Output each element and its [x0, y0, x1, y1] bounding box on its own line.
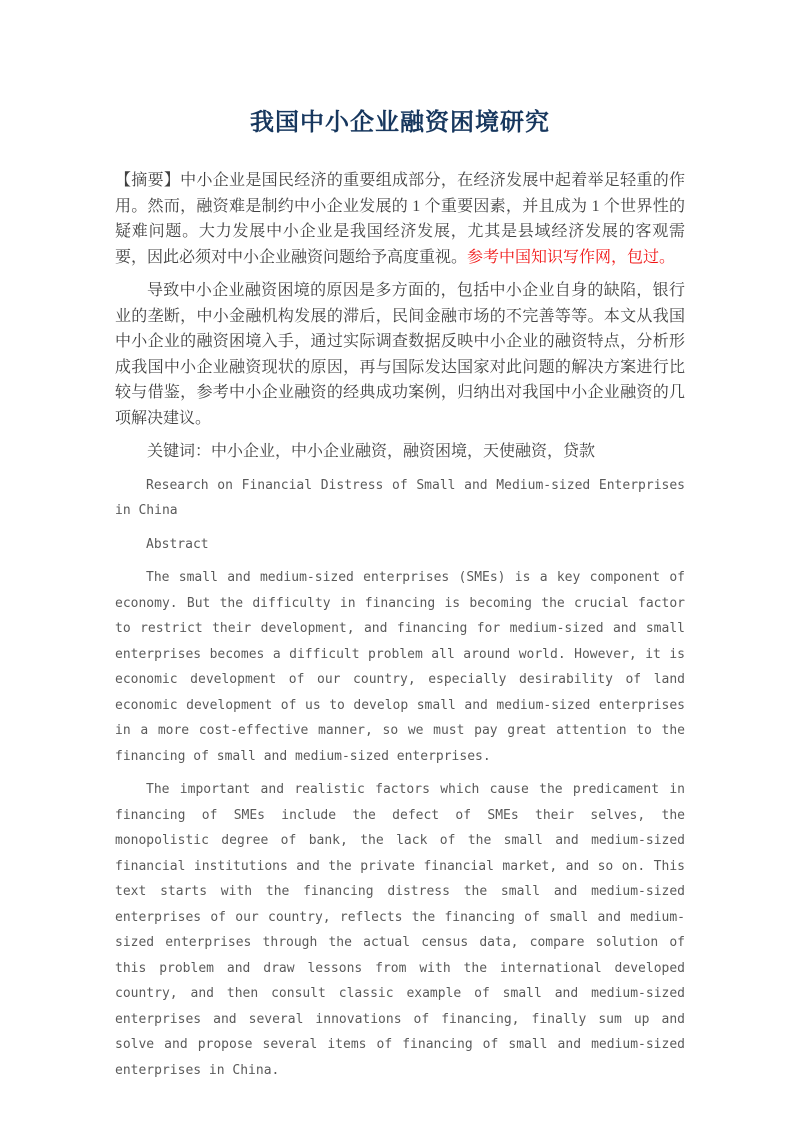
abstract-label-en: Abstract	[146, 536, 209, 552]
english-paragraph-1: The small and medium-sized enterprises (SMEs) is a key component of economy. But the difficulty in financing is becoming the crucial factor to restrict their development, and financing for medium-sized and small enterprises becomes a difficult problem all around world. However, it is economic development of our country, especially desirability of land economic development of us to develop small and medium-sized enterprises in a more cost-effective manner, so we must pay great attention to the financing of small and medium-sized enterprises.	[115, 570, 685, 764]
english-paragraph-2: The important and realistic factors which cause the predicament in financing of SMEs include the defect of SMEs their selves, the monopolistic degree of bank, the lack of the small and medium-sized financial institutions and the private financial market, and so on. This text starts with the financing distress the small and medium-sized enterprises of our country, reflects the financing of small and medium-sized enterprises through the actual census data, compare solution of this problem and draw lessons from with the international developed country, and then consult classic example of small and medium-sized enterprises and several innovations of financing, finally sum up and solve and propose several items of financing of small and medium-sized enterprises in China.	[115, 782, 685, 1078]
abstract-text-cn: 【摘要】中小企业是国民经济的重要组成部分，在经济发展中起着举足轻重的作用。然而，融资难是制约中小企业发展的 1 个重要因素，并且成为 1 个世界性的疑难问题。大力发展中小企业是我国经济发展，尤其是县域经济发展的客观需要，因此必须对中小企业融资问题给予高度重视。	[115, 172, 685, 266]
body-paragraph-cn: 导致中小企业融资困境的原因是多方面的，包括中小企业自身的缺陷，银行业的垄断，中小金融机构发展的滞后，民间金融市场的不完善等等。本文从我国中小企业的融资困境入手，通过实际调查数据反映中小企业的融资特点，分析形成我国中小企业融资现状的原因，再与国际发达国家对此问题的解决方案进行比较与借鉴，参考中小企业融资的经典成功案例，归纳出对我国中小企业融资的几项解决建议。	[115, 282, 685, 427]
keywords-line: 关键词：中小企业，中小企业融资，融资困境，天使融资，贷款	[147, 443, 596, 460]
english-title: Research on Financial Distress of Small and Medium-sized Enterprises in China	[115, 477, 685, 518]
document-content	[115, 0, 685, 1083]
abstract-paragraph-cn	[115, 168, 685, 270]
document-title: 我国中小企业融资困境研究	[250, 109, 550, 136]
promo-highlight-text: 参考中国知识写作网，包过。	[467, 248, 676, 266]
